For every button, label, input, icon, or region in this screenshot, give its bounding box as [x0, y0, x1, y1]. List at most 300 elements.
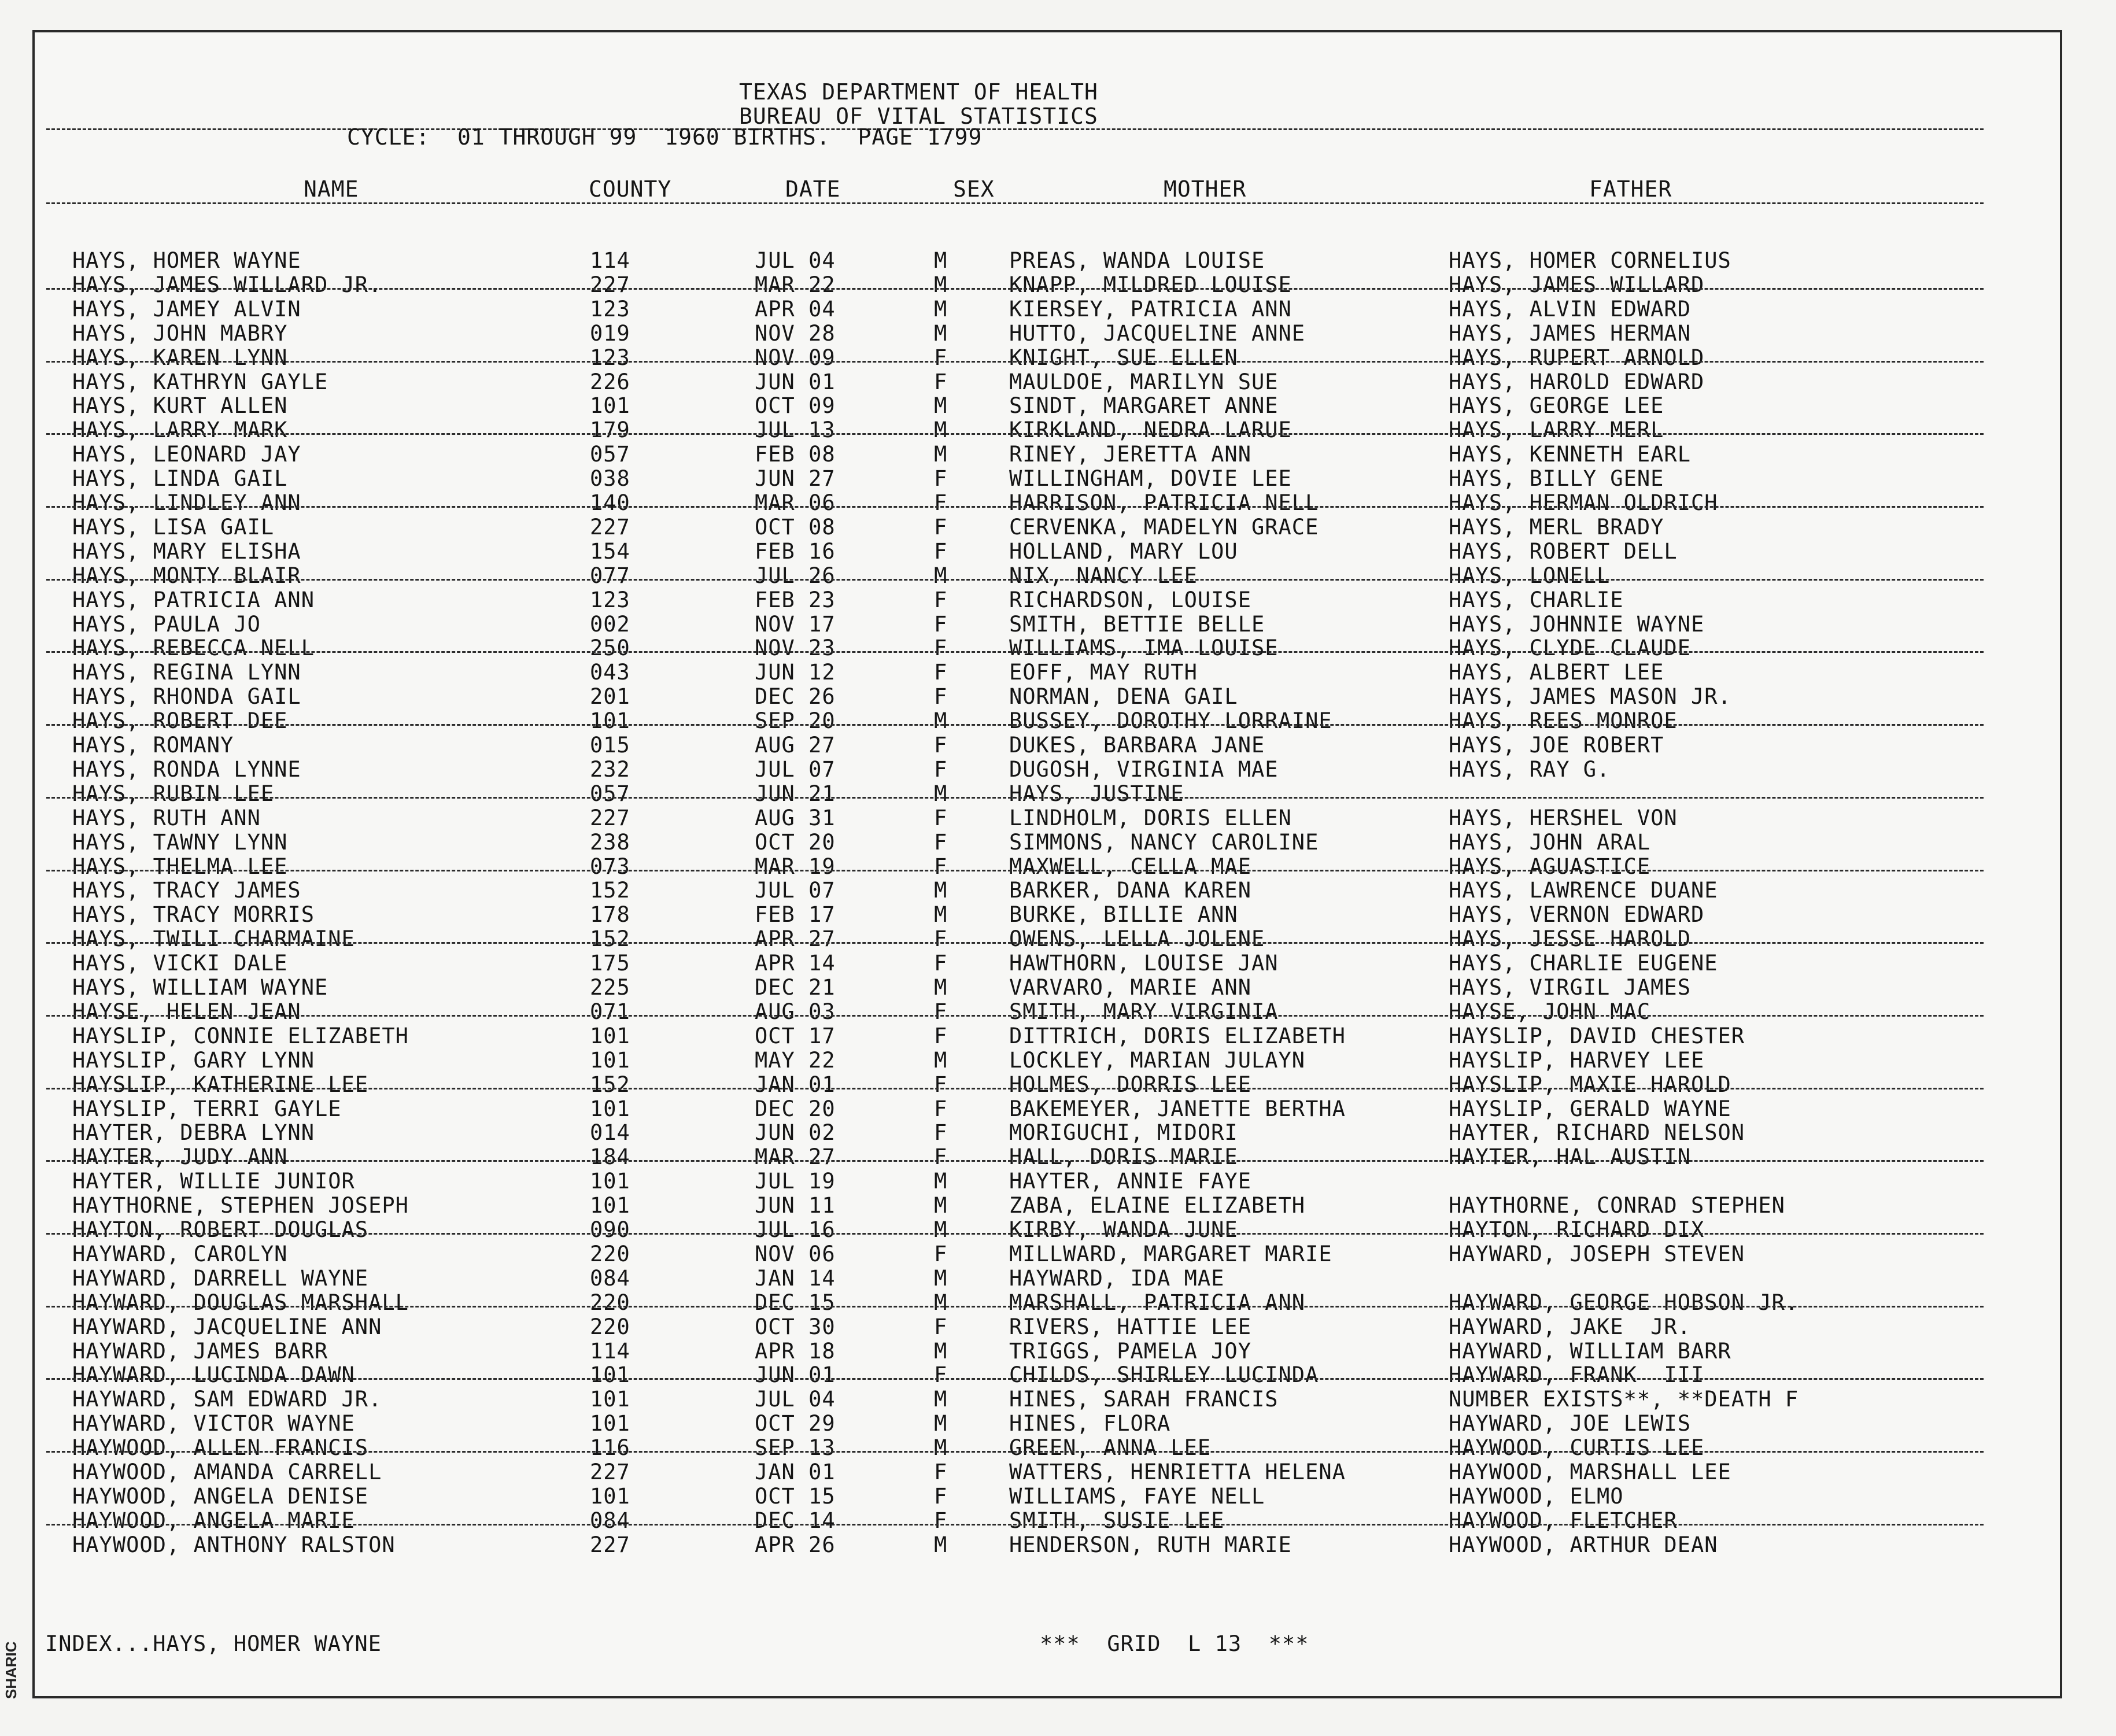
- cell-mother: BUSSEY, DOROTHY LORRAINE: [1009, 708, 1332, 733]
- cell-father: HAYWARD, JAKE JR.: [1449, 1314, 1691, 1339]
- cell-county: 178: [590, 902, 630, 927]
- cell-county: 232: [590, 757, 630, 782]
- cell-sex: M: [934, 1048, 948, 1073]
- cell-father: HAYS, JOE ROBERT: [1449, 733, 1664, 758]
- cell-sex: F: [934, 926, 948, 951]
- cell-name: HAYS, WILLIAM WAYNE: [72, 975, 328, 1000]
- cell-sex: M: [934, 1387, 948, 1412]
- column-header-date: DATE: [785, 176, 841, 202]
- table-row: [0, 1266, 2024, 1291]
- cell-county: 238: [590, 830, 630, 855]
- cell-name: HAYS, KATHRYN GAYLE: [72, 370, 328, 394]
- cell-name: HAYTER, JUDY ANN: [72, 1144, 288, 1169]
- cell-name: HAYWARD, VICTOR WAYNE: [72, 1411, 355, 1436]
- cell-name: HAYS, REGINA LYNN: [72, 660, 301, 685]
- cell-father: HAYS, LONELL: [1449, 563, 1611, 588]
- cell-date: OCT 08: [755, 515, 836, 540]
- table-row: [0, 951, 2024, 976]
- cell-sex: F: [934, 1362, 948, 1387]
- cell-mother: HAYTER, ANNIE FAYE: [1009, 1169, 1251, 1194]
- cell-mother: MARSHALL, PATRICIA ANN: [1009, 1290, 1306, 1315]
- cell-mother: HOLMES, DORRIS LEE: [1009, 1072, 1251, 1097]
- footer-grid: *** GRID L 13 ***: [1040, 1631, 1309, 1656]
- cell-sex: F: [934, 515, 948, 540]
- cell-name: HAYS, LINDA GAIL: [72, 466, 288, 491]
- cell-mother: CERVENKA, MADELYN GRACE: [1009, 515, 1319, 540]
- cell-father: HAYWOOD, MARSHALL LEE: [1449, 1460, 1731, 1484]
- cell-father: HAYS, HAROLD EDWARD: [1449, 370, 1705, 394]
- cell-mother: WATTERS, HENRIETTA HELENA: [1009, 1460, 1346, 1484]
- cell-date: AUG 03: [755, 999, 836, 1024]
- cell-name: HAYS, PATRICIA ANN: [72, 588, 315, 612]
- cell-sex: F: [934, 733, 948, 758]
- cell-date: APR 14: [755, 951, 836, 976]
- cell-county: 227: [590, 272, 630, 297]
- cell-name: HAYWARD, JAMES BARR: [72, 1339, 328, 1364]
- cell-date: FEB 23: [755, 588, 836, 612]
- cell-father: HAYS, JAMES HERMAN: [1449, 321, 1691, 346]
- cell-sex: F: [934, 636, 948, 660]
- cell-date: JUL 26: [755, 563, 836, 588]
- table-row: [0, 1121, 2024, 1145]
- cell-sex: M: [934, 248, 948, 273]
- cell-father: HAYS, CHARLIE: [1449, 588, 1624, 612]
- cell-name: HAYS, JAMES WILLARD JR.: [72, 272, 382, 297]
- cell-county: 101: [590, 708, 630, 733]
- cell-sex: F: [934, 1144, 948, 1169]
- row-divider: [46, 361, 1984, 363]
- cell-father: HAYS, VIRGIL JAMES: [1449, 975, 1691, 1000]
- row-divider: [46, 724, 1984, 726]
- cell-date: APR 18: [755, 1339, 836, 1364]
- cell-name: HAYWARD, SAM EDWARD JR.: [72, 1387, 382, 1412]
- cell-county: 077: [590, 563, 630, 588]
- cell-sex: M: [934, 1532, 948, 1557]
- cell-father: HAYS, ALBERT LEE: [1449, 660, 1664, 685]
- cell-name: HAYWARD, DOUGLAS MARSHALL: [72, 1290, 409, 1315]
- column-header-sex: SEX: [953, 176, 995, 202]
- cell-name: HAYS, TAWNY LYNN: [72, 830, 288, 855]
- cell-sex: F: [934, 1242, 948, 1266]
- cell-name: HAYS, JOHN MABRY: [72, 321, 288, 346]
- cell-name: HAYTHORNE, STEPHEN JOSEPH: [72, 1193, 409, 1218]
- table-row: [0, 660, 2024, 685]
- cell-sex: M: [934, 1266, 948, 1291]
- cell-name: HAYS, RHONDA GAIL: [72, 684, 301, 709]
- cell-mother: WILLIAMS, IMA LOUISE: [1009, 636, 1279, 660]
- table-row: [0, 976, 2024, 1000]
- cell-date: NOV 06: [755, 1242, 836, 1266]
- cell-name: HAYS, TWILI CHARMAINE: [72, 926, 355, 951]
- cell-name: HAYSLIP, GARY LYNN: [72, 1048, 315, 1073]
- cell-name: HAYTER, DEBRA LYNN: [72, 1120, 315, 1145]
- column-header-name: NAME: [304, 176, 359, 202]
- cell-father: HAYS, REES MONROE: [1449, 708, 1678, 733]
- cell-name: HAYS, PAULA JO: [72, 612, 261, 637]
- table-row: [0, 1339, 2024, 1364]
- cell-father: NUMBER EXISTS**, **DEATH F: [1449, 1387, 1799, 1412]
- cell-date: APR 26: [755, 1532, 836, 1557]
- cell-date: JUN 02: [755, 1120, 836, 1145]
- cell-county: 123: [590, 588, 630, 612]
- cell-mother: RINEY, JERETTA ANN: [1009, 442, 1251, 467]
- cell-county: 043: [590, 660, 630, 685]
- table-row: [0, 1387, 2024, 1412]
- row-divider: [46, 1306, 1984, 1307]
- table-row: [0, 1000, 2024, 1024]
- cell-father: HAYS, CLYDE CLAUDE: [1449, 636, 1691, 660]
- table-row: [0, 515, 2024, 540]
- cell-father: HAYS, JAMES WILLARD: [1449, 272, 1705, 297]
- cell-sex: M: [934, 393, 948, 418]
- cell-name: HAYS, LARRY MARK: [72, 418, 288, 442]
- cell-father: HAYS, RAY G.: [1449, 757, 1611, 782]
- cell-father: HAYSLIP, GERALD WAYNE: [1449, 1096, 1731, 1121]
- table-row: [0, 806, 2024, 830]
- cell-county: 140: [590, 490, 630, 515]
- cell-sex: F: [934, 1484, 948, 1509]
- cell-father: HAYWARD, JOSEPH STEVEN: [1449, 1242, 1745, 1266]
- cell-date: OCT 20: [755, 830, 836, 855]
- cell-father: HAYWOOD, FLETCHER: [1449, 1508, 1678, 1533]
- table-row: [0, 1533, 2024, 1557]
- cell-county: 227: [590, 1460, 630, 1484]
- cell-name: HAYTER, WILLIE JUNIOR: [72, 1169, 355, 1194]
- cell-county: 220: [590, 1314, 630, 1339]
- cell-father: HAYSLIP, DAVID CHESTER: [1449, 1024, 1745, 1048]
- cell-mother: DUKES, BARBARA JANE: [1009, 733, 1265, 758]
- cell-name: HAYWARD, JACQUELINE ANN: [72, 1314, 382, 1339]
- cell-county: 084: [590, 1266, 630, 1291]
- cell-county: 201: [590, 684, 630, 709]
- cell-sex: M: [934, 1339, 948, 1364]
- cell-date: FEB 16: [755, 539, 836, 564]
- cell-father: HAYS, JESSE HAROLD: [1449, 926, 1691, 951]
- cell-name: HAYS, RUBIN LEE: [72, 781, 275, 806]
- table-row: [0, 1484, 2024, 1509]
- cell-mother: SMITH, BETTIE BELLE: [1009, 612, 1265, 637]
- table-row: [0, 467, 2024, 491]
- cell-date: JAN 01: [755, 1460, 836, 1484]
- cell-county: 038: [590, 466, 630, 491]
- cell-name: HAYS, THELMA LEE: [72, 854, 288, 879]
- cell-county: 225: [590, 975, 630, 1000]
- cell-date: JUN 27: [755, 466, 836, 491]
- cell-mother: BAKEMEYER, JANETTE BERTHA: [1009, 1096, 1346, 1121]
- cell-father: HAYS, HERSHEL VON: [1449, 806, 1678, 830]
- cell-date: FEB 08: [755, 442, 836, 467]
- table-row: [0, 1291, 2024, 1315]
- cell-county: 101: [590, 1169, 630, 1194]
- table-row: [0, 1145, 2024, 1169]
- cell-date: JUL 07: [755, 878, 836, 903]
- cell-date: MAR 27: [755, 1144, 836, 1169]
- cell-father: HAYS, JAMES MASON JR.: [1449, 684, 1731, 709]
- cell-sex: F: [934, 1096, 948, 1121]
- cell-mother: RICHARDSON, LOUISE: [1009, 588, 1251, 612]
- cell-sex: F: [934, 684, 948, 709]
- cell-father: HAYS, BILLY GENE: [1449, 466, 1664, 491]
- cell-date: JUL 13: [755, 418, 836, 442]
- column-header-county: COUNTY: [589, 176, 672, 202]
- cell-sex: M: [934, 321, 948, 346]
- cell-sex: F: [934, 1024, 948, 1048]
- cell-father: HAYTHORNE, CONRAD STEPHEN: [1449, 1193, 1785, 1218]
- cell-name: HAYWOOD, ANGELA MARIE: [72, 1508, 355, 1533]
- cell-sex: F: [934, 1460, 948, 1484]
- cell-sex: F: [934, 1508, 948, 1533]
- table-row: [0, 1048, 2024, 1073]
- table-row: [0, 782, 2024, 806]
- cell-sex: M: [934, 442, 948, 467]
- table-row: [0, 612, 2024, 637]
- cell-county: 175: [590, 951, 630, 976]
- cell-mother: EOFF, MAY RUTH: [1009, 660, 1198, 685]
- table-row: [0, 1436, 2024, 1460]
- cell-date: SEP 13: [755, 1435, 836, 1460]
- cell-sex: F: [934, 999, 948, 1024]
- cell-father: HAYTON, RICHARD DIX: [1449, 1217, 1705, 1242]
- cell-date: JUN 01: [755, 370, 836, 394]
- table-row: [0, 1218, 2024, 1242]
- cell-name: HAYTON, ROBERT DOUGLAS: [72, 1217, 369, 1242]
- cell-mother: SIMMONS, NANCY CAROLINE: [1009, 830, 1319, 855]
- cell-date: NOV 17: [755, 612, 836, 637]
- cell-mother: KIRBY, WANDA JUNE: [1009, 1217, 1238, 1242]
- cell-mother: OWENS, LELLA JOLENE: [1009, 926, 1265, 951]
- cell-sex: M: [934, 708, 948, 733]
- row-divider: [46, 506, 1984, 508]
- column-header-father: FATHER: [1589, 176, 1672, 202]
- table-row: [0, 1315, 2024, 1339]
- cell-date: DEC 26: [755, 684, 836, 709]
- cell-county: 084: [590, 1508, 630, 1533]
- cell-date: AUG 31: [755, 806, 836, 830]
- table-row: [0, 394, 2024, 418]
- column-header-divider: [46, 202, 1984, 204]
- cell-sex: F: [934, 539, 948, 564]
- row-divider: [46, 1088, 1984, 1089]
- cell-sex: F: [934, 806, 948, 830]
- cell-father: HAYWARD, WILLIAM BARR: [1449, 1339, 1731, 1364]
- cell-father: HAYSLIP, MAXIE HAROLD: [1449, 1072, 1731, 1097]
- cell-father: HAYSLIP, HARVEY LEE: [1449, 1048, 1705, 1073]
- cell-county: 116: [590, 1435, 630, 1460]
- column-header-mother: MOTHER: [1164, 176, 1247, 202]
- table-row: [0, 491, 2024, 515]
- cell-sex: F: [934, 612, 948, 637]
- cell-date: OCT 30: [755, 1314, 836, 1339]
- cell-father: HAYS, CHARLIE EUGENE: [1449, 951, 1718, 976]
- row-divider: [46, 1451, 1984, 1453]
- cell-father: HAYWARD, GEORGE HOBSON JR.: [1449, 1290, 1799, 1315]
- cell-sex: F: [934, 757, 948, 782]
- cell-mother: HENDERSON, RUTH MARIE: [1009, 1532, 1292, 1557]
- row-divider: [46, 1015, 1984, 1017]
- cell-county: 227: [590, 806, 630, 830]
- cell-name: HAYWOOD, ALLEN FRANCIS: [72, 1435, 369, 1460]
- row-divider: [46, 579, 1984, 581]
- table-row: [0, 1073, 2024, 1097]
- cell-date: SEP 20: [755, 708, 836, 733]
- cell-mother: NIX, NANCY LEE: [1009, 563, 1198, 588]
- cell-name: HAYS, TRACY JAMES: [72, 878, 301, 903]
- cell-mother: ZABA, ELAINE ELIZABETH: [1009, 1193, 1306, 1218]
- table-row: [0, 927, 2024, 951]
- cell-sex: M: [934, 1290, 948, 1315]
- cell-date: OCT 17: [755, 1024, 836, 1048]
- cell-father: HAYWOOD, ARTHUR DEAN: [1449, 1532, 1718, 1557]
- header-cycle: CYCLE: 01 THROUGH 99 1960 BIRTHS. PAGE 1799: [347, 124, 983, 150]
- table-row: [0, 733, 2024, 758]
- table-row: [0, 878, 2024, 903]
- cell-sex: M: [934, 1411, 948, 1436]
- row-divider: [46, 1524, 1984, 1526]
- cell-father: HAYTER, HAL AUSTIN: [1449, 1144, 1691, 1169]
- cell-county: 220: [590, 1242, 630, 1266]
- row-divider: [46, 797, 1984, 799]
- row-divider: [46, 1160, 1984, 1162]
- cell-county: 014: [590, 1120, 630, 1145]
- cell-father: HAYS, GEORGE LEE: [1449, 393, 1664, 418]
- table-row: [0, 297, 2024, 322]
- cell-sex: F: [934, 830, 948, 855]
- table-row: [0, 830, 2024, 855]
- table-row: [0, 1412, 2024, 1436]
- cell-date: JUN 21: [755, 781, 836, 806]
- cell-mother: MORIGUCHI, MIDORI: [1009, 1120, 1238, 1145]
- footer-index: INDEX...HAYS, HOMER WAYNE: [45, 1631, 382, 1656]
- cell-date: AUG 27: [755, 733, 836, 758]
- cell-name: HAYS, RONDA LYNNE: [72, 757, 301, 782]
- cell-county: 154: [590, 539, 630, 564]
- cell-date: FEB 17: [755, 902, 836, 927]
- cell-sex: M: [934, 1169, 948, 1194]
- cell-father: HAYWARD, JOE LEWIS: [1449, 1411, 1691, 1436]
- cell-date: JUL 04: [755, 248, 836, 273]
- cell-mother: CHILDS, SHIRLEY LUCINDA: [1009, 1362, 1319, 1387]
- cell-mother: LINDHOLM, DORIS ELLEN: [1009, 806, 1292, 830]
- table-row: [0, 346, 2024, 370]
- cell-mother: DITTRICH, DORIS ELIZABETH: [1009, 1024, 1346, 1048]
- cell-name: HAYWARD, DARRELL WAYNE: [72, 1266, 369, 1291]
- cell-county: 101: [590, 1387, 630, 1412]
- header-department: TEXAS DEPARTMENT OF HEALTH: [739, 79, 1098, 105]
- cell-county: 152: [590, 878, 630, 903]
- cell-name: HAYS, JAMEY ALVIN: [72, 297, 301, 322]
- cell-father: HAYS, ALVIN EDWARD: [1449, 297, 1691, 322]
- cell-date: MAR 06: [755, 490, 836, 515]
- cell-father: HAYS, HOMER CORNELIUS: [1449, 248, 1731, 273]
- cell-mother: MILLWARD, MARGARET MARIE: [1009, 1242, 1332, 1266]
- cell-sex: F: [934, 951, 948, 976]
- row-divider: [46, 1233, 1984, 1235]
- cell-county: 101: [590, 1362, 630, 1387]
- cell-sex: F: [934, 588, 948, 612]
- cell-county: 227: [590, 515, 630, 540]
- cell-date: NOV 23: [755, 636, 836, 660]
- cell-sex: M: [934, 272, 948, 297]
- cell-name: HAYS, RUTH ANN: [72, 806, 261, 830]
- table-row: [0, 1169, 2024, 1194]
- cell-county: 152: [590, 926, 630, 951]
- cell-date: DEC 14: [755, 1508, 836, 1533]
- cell-sex: F: [934, 370, 948, 394]
- cell-mother: HARRISON, PATRICIA NELL: [1009, 490, 1319, 515]
- cell-mother: LOCKLEY, MARIAN JULAYN: [1009, 1048, 1306, 1073]
- cell-name: HAYS, LEONARD JAY: [72, 442, 301, 467]
- cell-name: HAYWOOD, ANTHONY RALSTON: [72, 1532, 396, 1557]
- cell-date: JUL 19: [755, 1169, 836, 1194]
- cell-date: JUL 16: [755, 1217, 836, 1242]
- cell-mother: SMITH, MARY VIRGINIA: [1009, 999, 1279, 1024]
- cell-mother: HUTTO, JACQUELINE ANNE: [1009, 321, 1306, 346]
- cell-sex: F: [934, 345, 948, 370]
- header-bureau: BUREAU OF VITAL STATISTICS: [739, 104, 1098, 129]
- cell-date: MAR 22: [755, 272, 836, 297]
- cell-mother: KIERSEY, PATRICIA ANN: [1009, 297, 1292, 322]
- cell-mother: RIVERS, HATTIE LEE: [1009, 1314, 1251, 1339]
- cell-county: 057: [590, 781, 630, 806]
- cell-mother: GREEN, ANNA LEE: [1009, 1435, 1212, 1460]
- side-mark: SHARIC: [2, 1641, 20, 1699]
- cell-father: HAYWOOD, CURTIS LEE: [1449, 1435, 1705, 1460]
- cell-sex: F: [934, 854, 948, 879]
- cell-name: HAYS, HOMER WAYNE: [72, 248, 301, 273]
- cell-name: HAYSLIP, KATHERINE LEE: [72, 1072, 369, 1097]
- cell-county: 015: [590, 733, 630, 758]
- cell-county: 057: [590, 442, 630, 467]
- cell-county: 101: [590, 1193, 630, 1218]
- table-row: [0, 1363, 2024, 1387]
- cell-county: 090: [590, 1217, 630, 1242]
- cell-date: JUN 11: [755, 1193, 836, 1218]
- cell-sex: M: [934, 975, 948, 1000]
- cell-county: 002: [590, 612, 630, 637]
- cell-name: HAYWARD, LUCINDA DAWN: [72, 1362, 355, 1387]
- cell-county: 101: [590, 1411, 630, 1436]
- table-row: [0, 903, 2024, 927]
- cell-county: 073: [590, 854, 630, 879]
- cell-county: 114: [590, 248, 630, 273]
- cell-name: HAYS, REBECCA NELL: [72, 636, 315, 660]
- cell-date: JAN 14: [755, 1266, 836, 1291]
- cell-date: MAR 19: [755, 854, 836, 879]
- cell-county: 101: [590, 1048, 630, 1073]
- cell-father: HAYS, MERL BRADY: [1449, 515, 1664, 540]
- cell-date: DEC 15: [755, 1290, 836, 1315]
- row-divider: [46, 651, 1984, 653]
- table-row: [0, 1097, 2024, 1121]
- table-row: [0, 1242, 2024, 1266]
- cell-sex: M: [934, 1435, 948, 1460]
- cell-sex: M: [934, 418, 948, 442]
- cell-sex: F: [934, 1120, 948, 1145]
- table-row: [0, 685, 2024, 709]
- table-row: [0, 322, 2024, 346]
- cell-date: APR 04: [755, 297, 836, 322]
- row-divider: [46, 942, 1984, 944]
- cell-mother: NORMAN, DENA GAIL: [1009, 684, 1238, 709]
- cell-date: JUL 07: [755, 757, 836, 782]
- cell-name: HAYS, LISA GAIL: [72, 515, 275, 540]
- table-row: [0, 418, 2024, 442]
- cell-sex: M: [934, 297, 948, 322]
- cell-father: HAYS, VERNON EDWARD: [1449, 902, 1705, 927]
- cell-date: OCT 09: [755, 393, 836, 418]
- cell-mother: KIRKLAND, NEDRA LARUE: [1009, 418, 1292, 442]
- cell-date: MAY 22: [755, 1048, 836, 1073]
